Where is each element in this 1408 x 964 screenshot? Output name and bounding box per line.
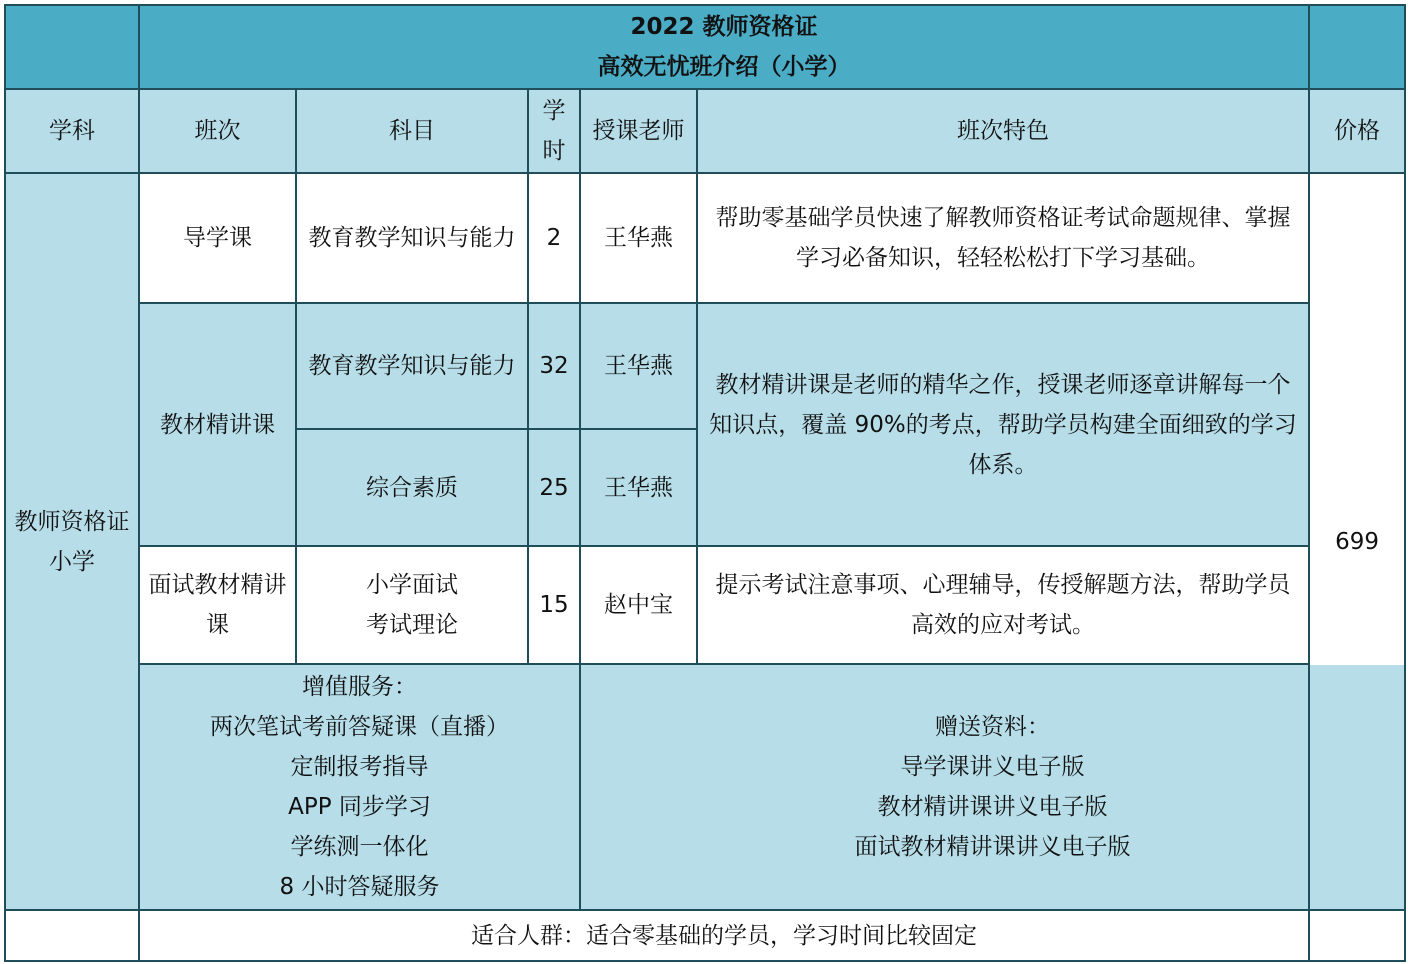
materials-heading: 赠送资料： [935, 714, 1051, 740]
title-right-cell [1309, 5, 1405, 89]
features-line: 帮助零基础学员快速了解教师资格证考试命题规律、掌握 [715, 205, 1291, 231]
footer-left-cell [5, 910, 139, 961]
table-title [139, 5, 1309, 89]
price-cell: 699 [1309, 173, 1405, 910]
teacher-cell: 赵中宝 [580, 546, 697, 664]
features-cell [697, 303, 1309, 546]
header-teacher: 授课老师 [580, 89, 697, 173]
features-line: 提示考试注意事项、心理辅导，传授解题方法，帮助学员 [715, 572, 1291, 598]
features-line: 教材精讲课是老师的精华之作，授课老师逐章讲解每一个 [715, 371, 1291, 398]
teacher-cell: 王华燕 [580, 303, 697, 429]
services-cell [139, 664, 580, 910]
teacher-cell: 王华燕 [580, 429, 697, 546]
header-hours-line-1: 学 [542, 98, 566, 124]
course-table [4, 4, 1406, 962]
audience-cell: 适合人群：适合零基础的学员，学习时间比较固定 [139, 910, 1309, 961]
title-corner-cell [5, 5, 139, 89]
service-item: 学练测一体化 [290, 834, 429, 860]
course-cell: 综合素质 [296, 429, 528, 546]
material-item: 导学课讲义电子版 [900, 754, 1085, 780]
class-cell: 教材精讲课 [139, 303, 296, 546]
features-line: 高效的应对考试。 [911, 612, 1096, 638]
course-line: 考试理论 [366, 612, 458, 638]
features-cell [697, 546, 1309, 664]
title-line-2: 高效无忧班介绍（小学） [597, 54, 851, 80]
class-line: 课 [206, 612, 229, 638]
header-subject: 学科 [5, 89, 139, 173]
service-item: 定制报考指导 [290, 754, 429, 780]
subject-line-2: 小学 [49, 548, 95, 575]
class-cell: 导学课 [139, 173, 296, 303]
header-class: 班次 [139, 89, 296, 173]
features-line: 知识点，覆盖 90%的考点，帮助学员构建全面细致的学习 [709, 411, 1297, 438]
teacher-cell: 王华燕 [580, 173, 697, 303]
header-price: 价格 [1309, 89, 1405, 173]
hours-cell: 25 [528, 429, 580, 546]
course-cell: 教育教学知识与能力 [296, 173, 528, 303]
hours-cell: 2 [528, 173, 580, 303]
header-hours [528, 89, 580, 173]
material-item: 教材精讲课讲义电子版 [877, 794, 1108, 820]
material-item: 面试教材精讲课讲义电子版 [854, 834, 1131, 860]
header-features: 班次特色 [697, 89, 1309, 173]
hours-cell: 15 [528, 546, 580, 664]
course-cell [296, 546, 528, 664]
subject-cell [5, 173, 139, 910]
class-cell [139, 546, 296, 664]
features-line: 体系。 [968, 451, 1038, 478]
service-item: APP 同步学习 [288, 794, 431, 820]
header-course: 科目 [296, 89, 528, 173]
services-heading: 增值服务： [302, 674, 417, 700]
features-cell [697, 173, 1309, 303]
features-line: 学习必备知识，轻轻松松打下学习基础。 [796, 245, 1211, 271]
service-item: 8 小时答疑服务 [279, 874, 440, 900]
materials-cell [580, 664, 1405, 910]
footer-right-cell [1309, 910, 1405, 961]
course-line: 小学面试 [366, 572, 458, 598]
header-hours-line-2: 时 [542, 138, 566, 164]
subject-line-1: 教师资格证 [14, 508, 130, 535]
class-line: 面试教材精讲 [148, 572, 287, 598]
title-line-1: 2022 教师资格证 [630, 14, 818, 40]
service-item: 两次笔试考前答疑课（直播） [210, 714, 509, 740]
course-cell: 教育教学知识与能力 [296, 303, 528, 429]
hours-cell: 32 [528, 303, 580, 429]
